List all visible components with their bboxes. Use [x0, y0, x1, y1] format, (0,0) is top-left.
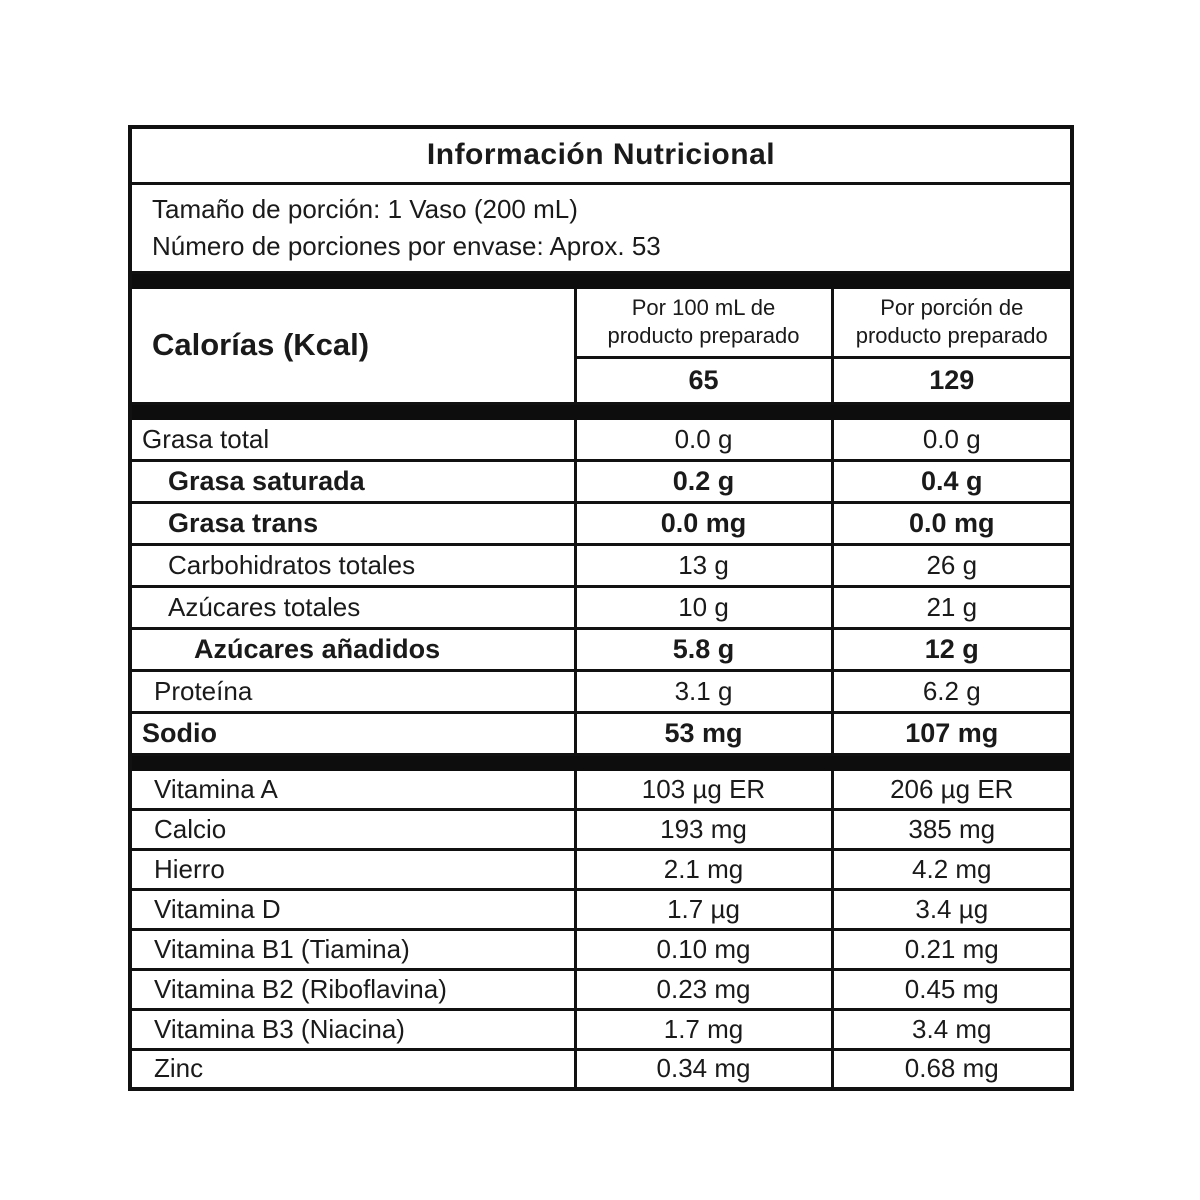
- nutrient-label: Azúcares totales: [130, 586, 575, 628]
- nutrient-label: Vitamina B2 (Riboflavina): [130, 969, 575, 1009]
- nutrient-label: Hierro: [130, 849, 575, 889]
- nutrient-label: Grasa saturada: [130, 460, 575, 502]
- nutrient-value-per-portion: 3.4 µg: [832, 889, 1072, 929]
- calories-per-portion-value: 129: [832, 357, 1072, 403]
- nutrient-value-per-100ml: 5.8 g: [575, 628, 832, 670]
- nutrient-value-per-100ml: 103 µg ER: [575, 769, 832, 809]
- separator-bar: [130, 403, 1072, 418]
- nutrient-row-zinc: [130, 1049, 1072, 1089]
- nutrient-value-per-100ml: 0.34 mg: [575, 1049, 832, 1089]
- nutrient-value-per-100ml: 1.7 µg: [575, 889, 832, 929]
- title-row: [130, 127, 1072, 183]
- nutrient-row-proteina: [130, 670, 1072, 712]
- nutrient-value-per-100ml: 0.0 g: [575, 418, 832, 460]
- nutrient-value-per-100ml: 3.1 g: [575, 670, 832, 712]
- nutrient-row-grasa-saturada: [130, 460, 1072, 502]
- calories-header-row: [130, 287, 1072, 357]
- nutrient-row-vitamina-a: [130, 769, 1072, 809]
- nutrient-label: Zinc: [130, 1049, 575, 1089]
- nutrient-row-carbohidratos: [130, 544, 1072, 586]
- nutrient-row-calcio: [130, 809, 1072, 849]
- nutrient-label: Grasa total: [130, 418, 575, 460]
- nutrient-value-per-100ml: 0.10 mg: [575, 929, 832, 969]
- nutrient-row-vitamina-b3: [130, 1009, 1072, 1049]
- nutrient-label: Calcio: [130, 809, 575, 849]
- nutrient-value-per-100ml: 53 mg: [575, 712, 832, 754]
- nutrient-value-per-100ml: 1.7 mg: [575, 1009, 832, 1049]
- nutrient-label: Vitamina D: [130, 889, 575, 929]
- nutrient-value-per-portion: 107 mg: [832, 712, 1072, 754]
- nutrient-value-per-portion: 385 mg: [832, 809, 1072, 849]
- table-title: Información Nutricional: [426, 138, 776, 172]
- nutrient-value-per-100ml: 0.0 mg: [575, 502, 832, 544]
- nutrient-row-grasa-trans: [130, 502, 1072, 544]
- nutrient-row-azucares-totales: [130, 586, 1072, 628]
- nutrient-row-vitamina-b2: [130, 969, 1072, 1009]
- nutrient-value-per-portion: 0.0 g: [832, 418, 1072, 460]
- serving-row: [130, 183, 1072, 272]
- nutrient-value-per-100ml: 13 g: [575, 544, 832, 586]
- nutrient-row-vitamina-b1: [130, 929, 1072, 969]
- nutrition-facts-table: [128, 125, 1074, 1091]
- column-header-per-100ml: Por 100 mL de producto preparado: [575, 287, 832, 357]
- nutrient-label: Grasa trans: [130, 502, 575, 544]
- nutrient-value-per-portion: 3.4 mg: [832, 1009, 1072, 1049]
- nutrient-label: Vitamina A: [130, 769, 575, 809]
- serving-size-line: Tamaño de porción: 1 Vaso (200 mL): [152, 193, 578, 224]
- nutrient-value-per-portion: 0.45 mg: [832, 969, 1072, 1009]
- calories-per-100ml-value: 65: [575, 357, 832, 403]
- nutrient-label: Carbohidratos totales: [130, 544, 575, 586]
- nutrient-value-per-portion: 12 g: [832, 628, 1072, 670]
- nutrient-value-per-100ml: 2.1 mg: [575, 849, 832, 889]
- nutrient-value-per-portion: 21 g: [832, 586, 1072, 628]
- nutrient-row-sodio: [130, 712, 1072, 754]
- nutrient-label: Vitamina B3 (Niacina): [130, 1009, 575, 1049]
- nutrient-value-per-100ml: 193 mg: [575, 809, 832, 849]
- nutrient-row-vitamina-d: [130, 889, 1072, 929]
- serving-cell: [130, 183, 1072, 272]
- nutrient-value-per-100ml: 0.2 g: [575, 460, 832, 502]
- nutrient-value-per-portion: 4.2 mg: [832, 849, 1072, 889]
- nutrient-value-per-100ml: 10 g: [575, 586, 832, 628]
- nutrient-value-per-portion: 26 g: [832, 544, 1072, 586]
- nutrient-value-per-portion: 0.21 mg: [832, 929, 1072, 969]
- nutrient-label: Sodio: [130, 712, 575, 754]
- servings-per-container-line: Número de porciones por envase: Aprox. 53: [152, 230, 661, 261]
- nutrient-value-per-portion: 0.4 g: [832, 460, 1072, 502]
- calories-label-cell: [130, 287, 575, 403]
- calories-label: Calorías (Kcal): [152, 327, 370, 362]
- nutrient-value-per-100ml: 0.23 mg: [575, 969, 832, 1009]
- nutrient-label: Azúcares añadidos: [130, 628, 575, 670]
- separator-bar: [130, 754, 1072, 769]
- nutrient-row-azucares-anadidos: [130, 628, 1072, 670]
- nutrient-value-per-portion: 0.0 mg: [832, 502, 1072, 544]
- title-cell: [130, 127, 1072, 183]
- nutrient-value-per-portion: 206 µg ER: [832, 769, 1072, 809]
- nutrient-label: Vitamina B1 (Tiamina): [130, 929, 575, 969]
- nutrient-value-per-portion: 0.68 mg: [832, 1049, 1072, 1089]
- nutrient-label: Proteína: [130, 670, 575, 712]
- nutrient-value-per-portion: 6.2 g: [832, 670, 1072, 712]
- nutrient-row-hierro: [130, 849, 1072, 889]
- nutrient-row-grasa-total: [130, 418, 1072, 460]
- column-header-per-portion: Por porción de producto preparado: [832, 287, 1072, 357]
- separator-bar: [130, 272, 1072, 287]
